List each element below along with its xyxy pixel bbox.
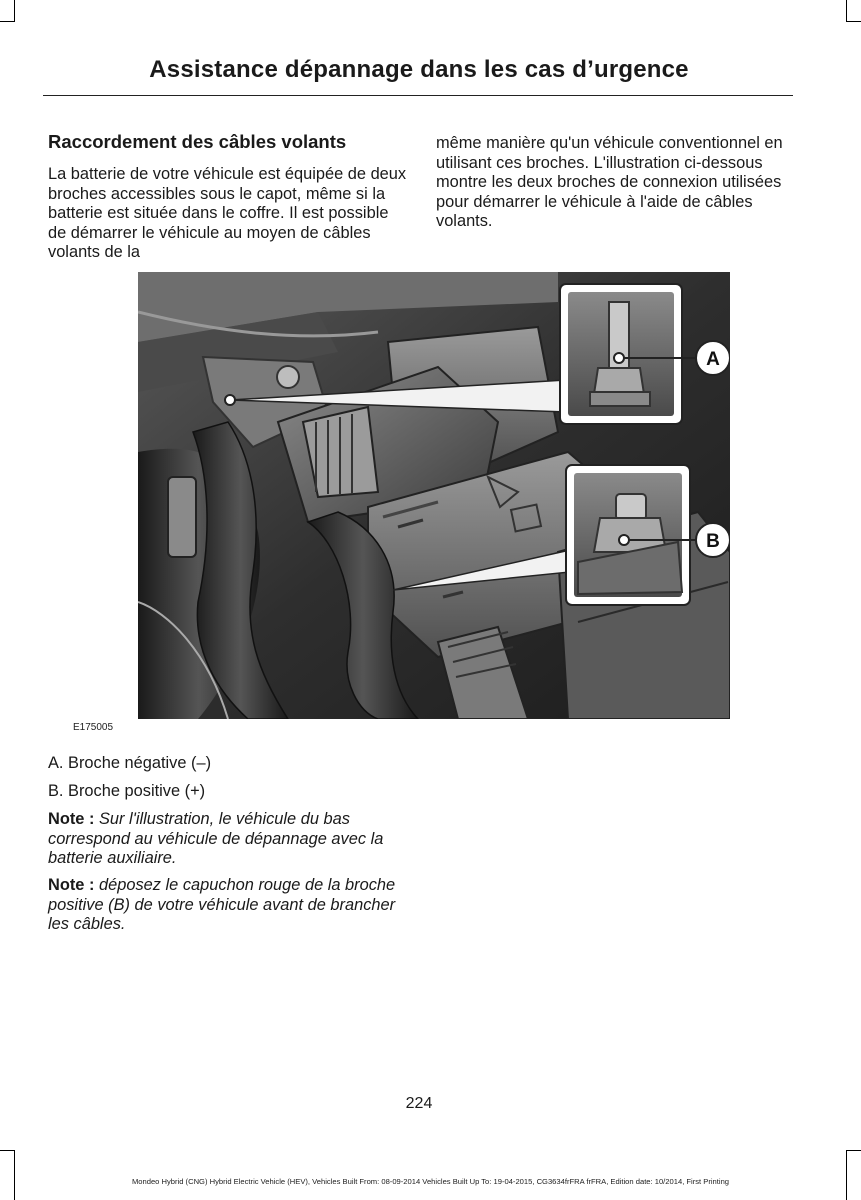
crop-mark-top bbox=[846, 21, 861, 22]
left-column bbox=[48, 131, 408, 263]
title-divider bbox=[43, 95, 793, 96]
figure-code: E175005 bbox=[73, 722, 114, 733]
legend-item-b: B. Broche positive (+) bbox=[48, 782, 206, 800]
crop-mark-top bbox=[0, 21, 15, 22]
section-heading: Raccordement des câbles volants bbox=[48, 131, 347, 152]
callout-a: A bbox=[706, 349, 720, 370]
callout-b: B bbox=[706, 531, 720, 552]
note-text: Sur l'illustration, le véhicule du bas correspond au véhicule de dépannage avec la batterie auxiliaire. bbox=[48, 810, 384, 867]
note-1 bbox=[48, 810, 408, 869]
left-paragraph: La batterie de votre véhicule est équipée de deux broches accessibles sous le capot, même si la batterie est située dans le coffre. Il est possible de démarrer le véhicule au moyen de câbles volants de la bbox=[48, 165, 407, 261]
note-2 bbox=[48, 876, 408, 935]
page-title: Assistance dépannage dans les cas d’urgence bbox=[149, 56, 689, 83]
crop-mark-bottom bbox=[14, 1150, 15, 1200]
note-text: déposez le capuchon rouge de la broche positive (B) de votre véhicule avant de brancher les câbles. bbox=[48, 876, 396, 933]
crop-mark-top bbox=[14, 0, 15, 22]
crop-mark-bottom bbox=[0, 1150, 15, 1151]
footer-text: Mondeo Hybrid (CNG) Hybrid Electric Vehicle (HEV), Vehicles Built From: 08-09-2014 Vehicles Built Up To: 19-04-2015, CG3634frFRA frFRA, Edition date: 10/2014, First Printing bbox=[131, 1177, 730, 1186]
note-label: Note : bbox=[48, 810, 95, 828]
right-column bbox=[436, 134, 796, 232]
crop-mark-top bbox=[846, 0, 847, 22]
crop-mark-bottom bbox=[846, 1150, 861, 1151]
page-number: 224 bbox=[405, 1095, 433, 1112]
crop-mark-bottom bbox=[846, 1150, 847, 1200]
engine-bay-illustration bbox=[138, 272, 730, 719]
legend-item-a: A. Broche négative (–) bbox=[48, 754, 212, 772]
note-label: Note : bbox=[48, 876, 95, 894]
right-paragraph: même manière qu'un véhicule conventionnel en utilisant ces broches. L'illustration ci-dessous montre les deux broches de connexion utilisées pour démarrer le véhicule à l'aide de câbles volants. bbox=[436, 134, 783, 230]
